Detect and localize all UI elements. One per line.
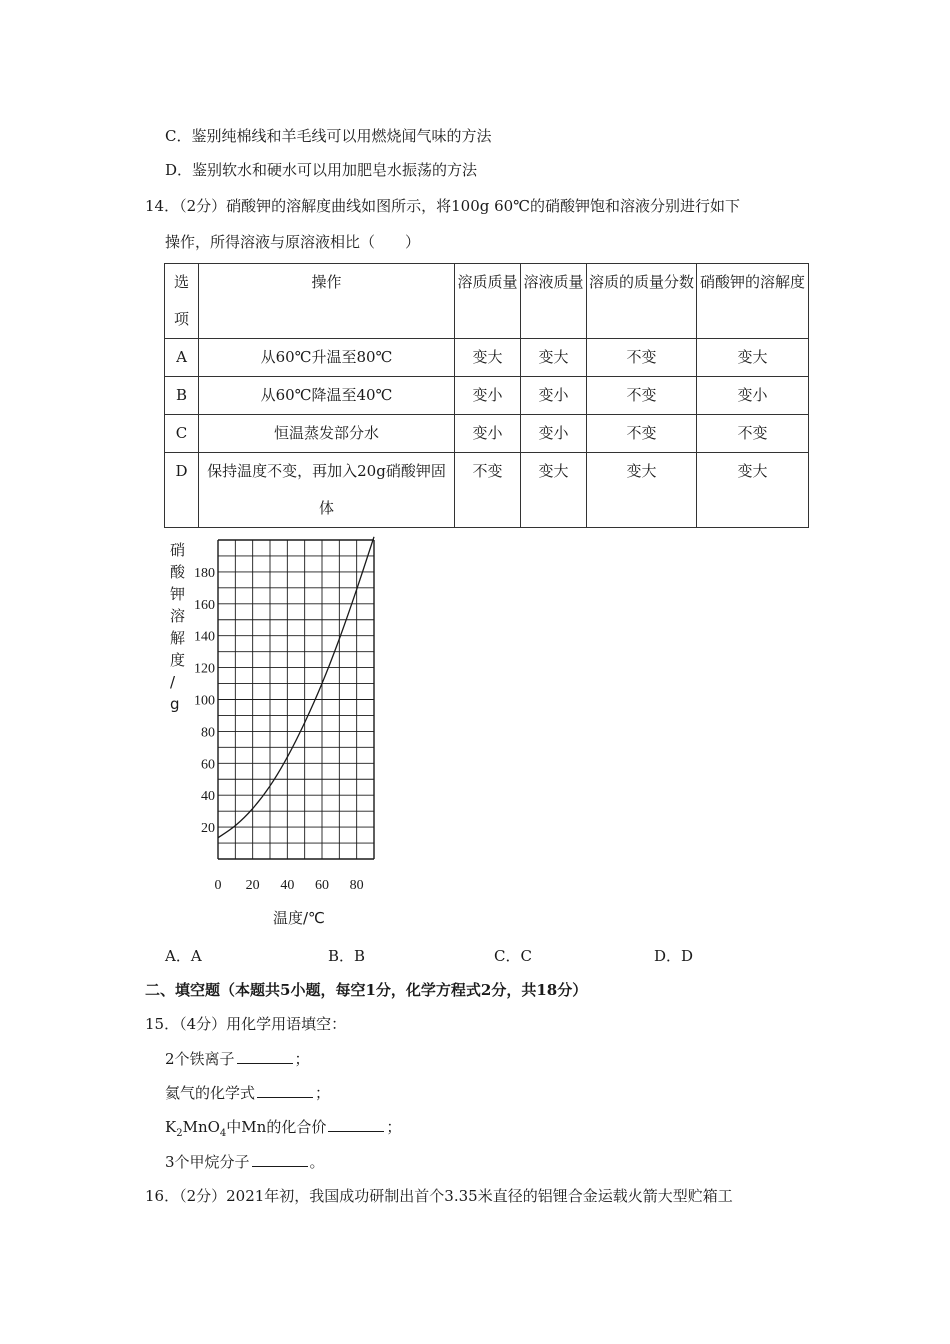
chart-series-line [218,537,374,838]
solubility-chart [160,535,390,935]
chart-y-tick-label: 100 [194,693,215,709]
table-header: 溶质的质量分数 [587,264,697,339]
table-cell: 变小 [521,415,587,453]
table-row [165,453,809,528]
section-heading: 二、填空题（本题共5小题，每空1分，化学方程式2分，共18分） [145,981,588,999]
chart-y-tick-label: 120 [194,661,215,677]
answer-blank[interactable] [328,1117,384,1132]
question-15-item-4 [165,1152,325,1172]
question-16-stem: 16．（2分）2021年初，我国成功研制出首个3.35米直径的铝锂合金运载火箭大型贮箱工 [145,1187,733,1205]
question-15-item-1 [165,1049,310,1069]
table-cell: 不变 [587,339,697,377]
table-cell: 变小 [455,377,521,415]
table-cell: 变大 [697,453,809,528]
question-15-stem: 15．（4分）用化学用语填空： [145,1015,347,1033]
formula-sub: 2 [176,1128,183,1139]
table-cell: 从60℃降温至40℃ [199,377,455,415]
option-d-prev: D．鉴别软水和硬水可以用加肥皂水振荡的方法 [165,161,478,179]
question-15-item-3 [165,1117,401,1144]
item-text: 3个甲烷分子 [165,1153,250,1171]
chart-x-tick-label: 60 [315,878,329,893]
table-cell: 变小 [521,377,587,415]
table-cell: D [165,453,199,528]
table-cell: 从60℃升温至80℃ [199,339,455,377]
table-cell: 变大 [521,339,587,377]
table-cell: 变大 [455,339,521,377]
answer-option-c[interactable]: C．C [494,947,532,965]
chart-y-tick-label: 180 [194,565,215,581]
chart-y-tick-label: 60 [201,757,215,773]
table-cell: B [165,377,199,415]
table-cell: 变小 [455,415,521,453]
question-15-item-2 [165,1083,330,1103]
chart-y-axis-label: 硝酸钾溶解度/ g [170,541,186,713]
table-cell: 不变 [587,377,697,415]
table-cell: 变大 [521,453,587,528]
item-punct: ； [315,1084,331,1102]
table-cell: A [165,339,199,377]
item-punct: 。 [309,1153,325,1171]
item-text: 中Mn的化合价 [226,1118,327,1136]
table-header: 选项 [165,264,199,339]
chart-y-tick-label: 20 [201,821,215,837]
item-text: 氦气的化学式 [165,1084,256,1102]
table-cell: 变大 [697,339,809,377]
option-c-prev: C．鉴别纯棉线和羊毛线可以用燃烧闻气味的方法 [165,127,492,145]
question-14-table [164,263,809,528]
chart-y-tick-label: 80 [201,725,215,741]
table-row [165,377,809,415]
table-cell: 变小 [697,377,809,415]
table-cell: 不变 [587,415,697,453]
answer-option-b[interactable]: B．B [328,947,366,965]
question-14-stem: 14．（2分）硝酸钾的溶解度曲线如图所示，将100g 60℃的硝酸钾饱和溶液分别进行如下 [145,197,741,215]
chart-y-tick-label: 40 [201,789,215,805]
table-cell: 保持温度不变，再加入20g硝酸钾固体 [199,453,455,528]
chart-x-tick-label: 80 [349,878,364,893]
table-cell: 不变 [697,415,809,453]
formula-mno: MnO [182,1118,220,1136]
item-punct: ； [294,1050,310,1068]
chart-x-tick-label: 20 [245,878,260,893]
chart-x-tick-label: 40 [280,878,295,893]
chart-y-tick-label: 140 [194,629,215,645]
item-text: 2个铁离子 [165,1050,235,1068]
formula-k: K [165,1118,177,1136]
answer-option-a[interactable]: A．A [165,947,202,965]
table-header: 硝酸钾的溶解度 [697,264,809,339]
chart-y-tick-label: 160 [194,597,215,613]
table-cell: C [165,415,199,453]
table-header-row [165,264,809,339]
table-cell: 不变 [455,453,521,528]
formula-sub: 4 [219,1128,227,1139]
answer-blank[interactable] [237,1049,293,1064]
answer-blank[interactable] [257,1083,313,1098]
table-header: 溶质质量 [455,264,521,339]
answer-option-d[interactable]: D．D [654,947,694,965]
table-header: 溶液质量 [521,264,587,339]
chart-x-axis-label: 温度/℃ [273,909,325,927]
table-header: 操作 [199,264,455,339]
question-14-stem-cont: 操作，所得溶液与原溶液相比（ ） [165,233,421,251]
table-cell: 恒温蒸发部分水 [199,415,455,453]
answer-blank[interactable] [252,1152,308,1167]
item-punct: ； [386,1118,402,1136]
chart-x-tick-label: 0 [214,878,222,893]
table-cell: 变大 [587,453,697,528]
table-row [165,339,809,377]
table-row [165,415,809,453]
